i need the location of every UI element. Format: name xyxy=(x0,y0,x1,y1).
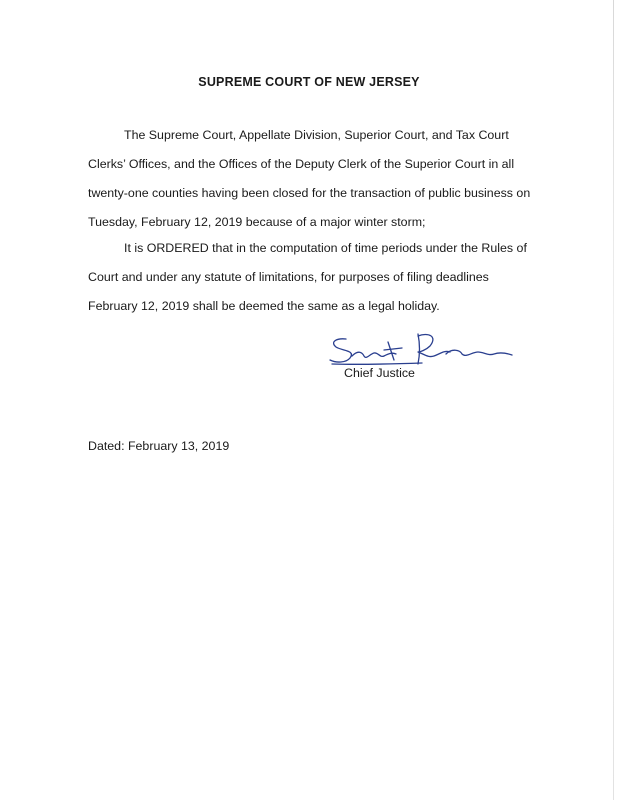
signature-stroke xyxy=(352,352,396,357)
signature-stroke xyxy=(446,350,512,355)
signature-stroke xyxy=(388,342,394,360)
paragraph-line: The Supreme Court, Appellate Division, Superior Court, and Tax Court xyxy=(124,128,509,142)
recital-paragraph xyxy=(88,121,531,237)
paragraph-line: Clerks’ Offices, and the Offices of the Deputy Clerk of the Superior Court in all xyxy=(88,157,515,171)
signature-stroke xyxy=(332,363,422,364)
paragraph-line: Tuesday, February 12, 2019 because of a major winter storm; xyxy=(88,215,426,229)
paragraph-line: It is ORDERED that in the computation of time periods under the Rules of xyxy=(124,241,527,255)
paragraph-line: February 12, 2019 shall be deemed the same as a legal holiday. xyxy=(88,299,440,313)
signature-stroke xyxy=(418,334,450,356)
signature-stroke xyxy=(384,348,402,350)
handwritten-signature xyxy=(322,330,522,370)
signature-stroke xyxy=(418,334,420,364)
signature-stroke xyxy=(330,339,351,362)
document-heading: SUPREME COURT OF NEW JERSEY xyxy=(198,75,420,89)
dated-value: February 13, 2019 xyxy=(127,439,230,453)
signature-title: Chief Justice xyxy=(344,366,415,380)
paragraph-line: twenty-one counties having been closed for the transaction of public business on xyxy=(88,186,531,200)
dated-label: Dated: xyxy=(88,439,125,453)
order-paragraph xyxy=(88,234,528,321)
dated-line xyxy=(88,439,229,453)
paragraph-line: Court and under any statute of limitations, for purposes of filing deadlines xyxy=(88,270,489,284)
scan-edge-shadow xyxy=(613,0,614,800)
